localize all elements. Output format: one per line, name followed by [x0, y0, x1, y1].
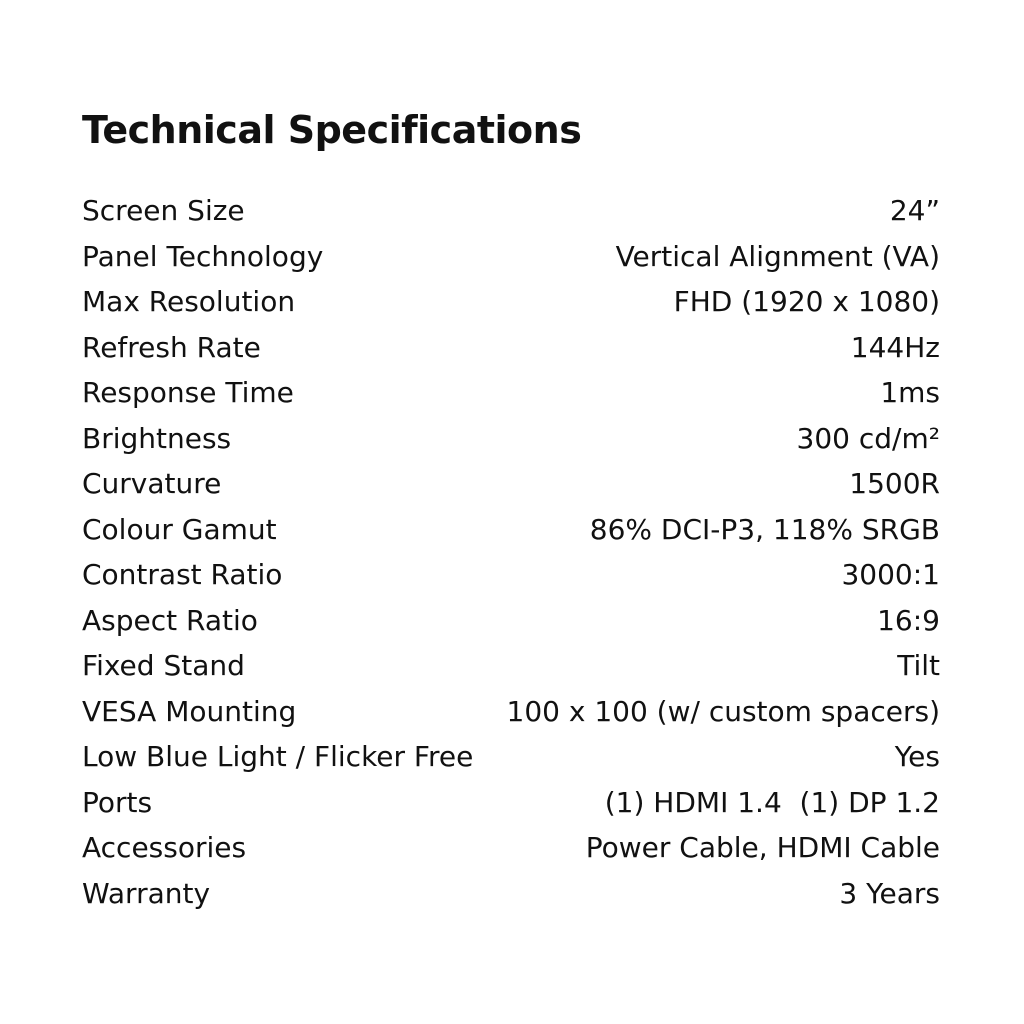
spec-row-panel-technology: [82, 234, 940, 280]
spec-value: FHD (1920 x 1080): [673, 285, 940, 318]
spec-value: 86% DCI-P3, 118% SRGB: [589, 512, 940, 546]
spec-label: Accessories: [82, 831, 247, 864]
spec-value: 300 cd/m²: [796, 421, 940, 455]
spec-row-warranty: [82, 871, 940, 917]
spec-value: Power Cable, HDMI Cable: [585, 831, 940, 864]
spec-value: Vertical Alignment (VA): [615, 239, 940, 273]
spec-label: Warranty: [82, 876, 211, 910]
spec-label: Brightness: [82, 421, 232, 455]
spec-value: Tilt: [897, 649, 940, 682]
spec-value: 144Hz: [850, 330, 940, 364]
spec-row-response-time: [82, 370, 940, 416]
spec-label: VESA Mounting: [82, 694, 297, 728]
spec-value: (1) HDMI 1.4 (1) DP 1.2: [604, 785, 940, 819]
spec-value: 1500R: [849, 467, 940, 500]
spec-value: 1ms: [880, 376, 940, 409]
spec-row-max-resolution: [82, 279, 940, 325]
spec-list: [82, 188, 940, 916]
spec-label: Fixed Stand: [82, 649, 245, 682]
spec-row-colour-gamut: [82, 507, 940, 553]
spec-row-accessories: [82, 825, 940, 871]
spec-label: Low Blue Light / Flicker Free: [82, 740, 474, 773]
spec-value: Yes: [894, 740, 940, 773]
spec-label: Ports: [82, 785, 153, 819]
spec-row-contrast-ratio: [82, 552, 940, 598]
spec-value: 24”: [889, 194, 940, 227]
spec-row-low-blue-light: [82, 734, 940, 780]
spec-label: Curvature: [82, 467, 222, 500]
spec-row-aspect-ratio: [82, 598, 940, 644]
page-title: Technical Specifications: [82, 108, 582, 152]
spec-row-brightness: [82, 416, 940, 462]
spec-value: 3 Years: [839, 876, 940, 910]
spec-label: Max Resolution: [82, 285, 296, 318]
spec-label: Aspect Ratio: [82, 603, 258, 637]
spec-label: Response Time: [82, 376, 294, 409]
spec-value: 16:9: [877, 603, 940, 637]
spec-row-fixed-stand: [82, 643, 940, 689]
spec-row-refresh-rate: [82, 325, 940, 371]
spec-value: 3000:1: [841, 558, 940, 591]
spec-label: Colour Gamut: [82, 512, 277, 546]
spec-label: Contrast Ratio: [82, 558, 283, 591]
spec-row-ports: [82, 780, 940, 826]
spec-row-curvature: [82, 461, 940, 507]
spec-label: Panel Technology: [82, 239, 324, 273]
spec-label: Screen Size: [82, 194, 245, 227]
spec-row-vesa-mounting: [82, 689, 940, 735]
spec-value: 100 x 100 (w/ custom spacers): [506, 694, 940, 728]
spec-label: Refresh Rate: [82, 330, 261, 364]
spec-row-screen-size: [82, 188, 940, 234]
